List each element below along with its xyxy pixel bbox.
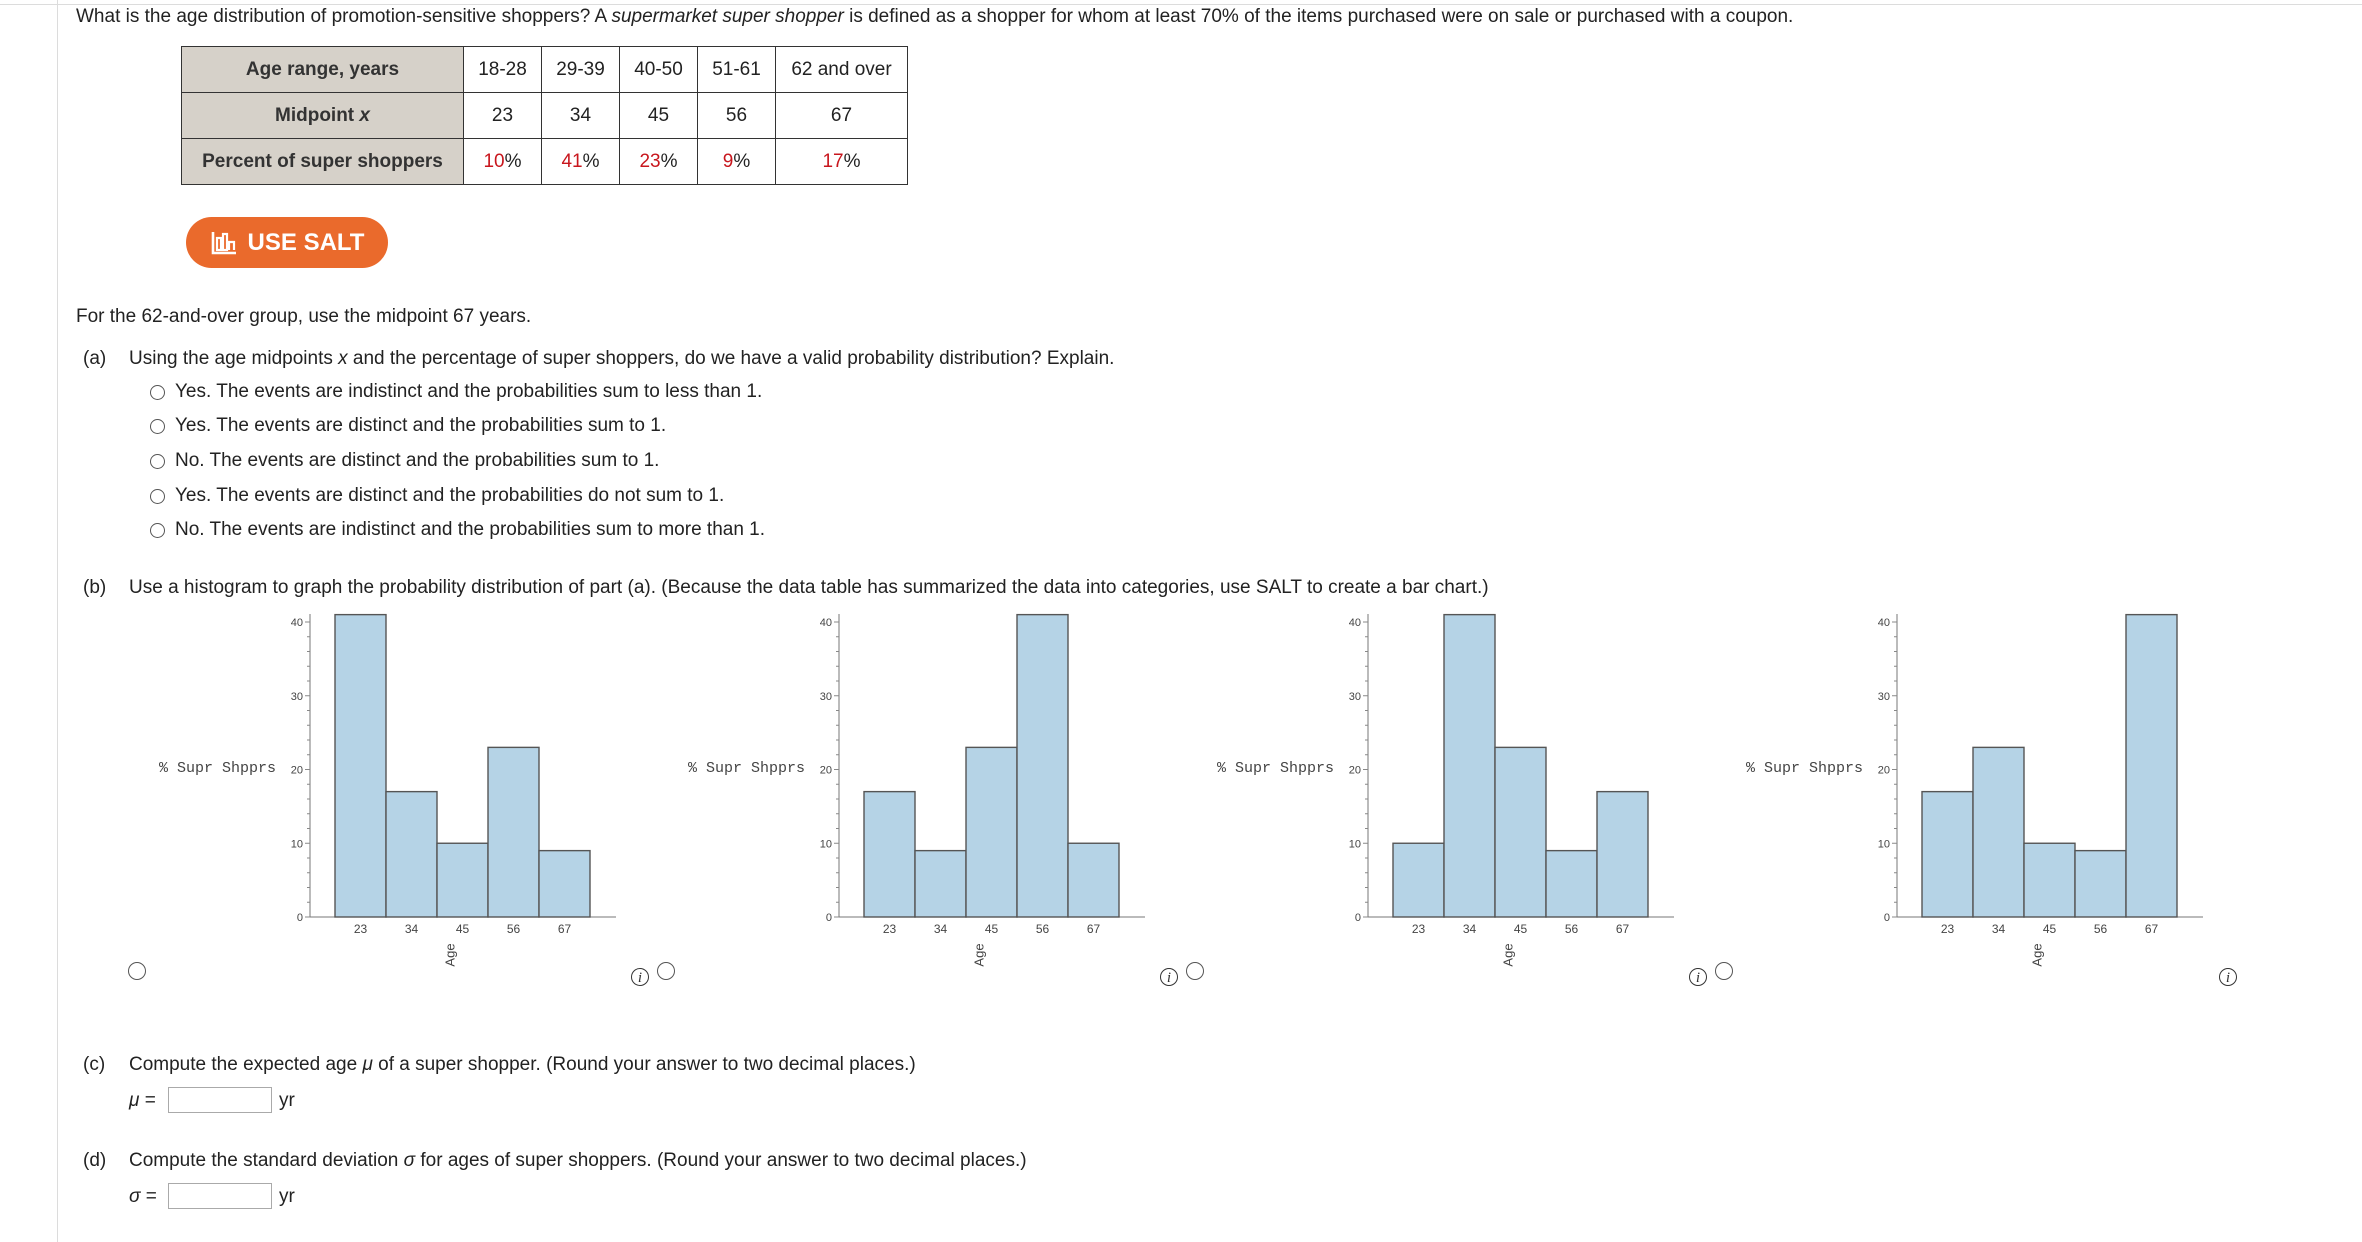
y-tick-label: 40 (819, 617, 832, 629)
table-cell (698, 139, 776, 185)
x-tick-label: 45 (2042, 922, 2057, 936)
option-label: Yes. The events are distinct and the probabilities sum to 1. (175, 415, 667, 436)
percent-value: 9 (722, 150, 734, 172)
sigma-answer-input[interactable] (168, 1183, 272, 1209)
variable-x: x (338, 348, 348, 369)
histogram-radio-2[interactable] (657, 962, 675, 980)
x-tick-label: 34 (933, 922, 948, 936)
question-text: of a super shopper. (Round your answer to two decimal places.) (372, 1054, 916, 1075)
mu-symbol: μ (129, 1090, 140, 1111)
option-label: No. The events are indistinct and the probabilities sum to more than 1. (175, 519, 766, 540)
x-tick-label: 67 (557, 922, 572, 936)
table-cell: 51-61 (698, 47, 776, 93)
x-tick-label: 56 (506, 922, 521, 936)
x-tick-label: 34 (1462, 922, 1477, 936)
y-tick-label: 10 (1877, 838, 1890, 851)
histogram-bar (539, 851, 590, 917)
part-a-question: Using the age midpoints x and the percentage of super shoppers, do we have a valid probability distribution? Explain. (129, 348, 1115, 369)
histogram-radio-4[interactable] (1715, 962, 1733, 980)
row-header-midpoint (182, 93, 464, 139)
option-label: No. The events are distinct and the probabilities sum to 1. (175, 450, 660, 471)
option-a4[interactable] (150, 485, 724, 507)
x-tick-label: 67 (1615, 922, 1630, 936)
histogram-option-1 (130, 610, 630, 990)
histogram-bar (915, 851, 966, 917)
part-b-label: (b) (83, 577, 107, 598)
x-tick-label: 67 (2144, 922, 2159, 936)
intro-term: supermarket super shopper (611, 6, 844, 27)
info-icon[interactable]: i (1160, 968, 1178, 986)
x-axis-label: Age (971, 943, 987, 967)
table-cell: 40-50 (620, 47, 698, 93)
radio-button[interactable] (150, 523, 165, 538)
percent-sign: % (504, 150, 522, 172)
part-b-question: Use a histogram to graph the probability distribution of part (a). (Because the data table has summarized the data into categories, use SALT to create a bar chart.) (129, 577, 1489, 598)
option-a5[interactable] (150, 519, 765, 541)
x-tick-label: 23 (353, 922, 368, 936)
table-cell (542, 139, 620, 185)
percent-sign: % (733, 150, 751, 172)
y-tick-label: 10 (819, 838, 832, 851)
table-cell: 34 (542, 93, 620, 139)
radio-button[interactable] (150, 419, 165, 434)
sigma-symbol: σ (403, 1150, 416, 1171)
y-tick-label: 40 (1877, 617, 1890, 629)
equals-sign: = (145, 1186, 157, 1207)
table-cell: 67 (776, 93, 908, 139)
mu-answer-input[interactable] (168, 1087, 272, 1113)
percent-value: 17 (822, 150, 844, 172)
x-tick-label: 23 (1411, 922, 1426, 936)
histogram-svg (130, 610, 630, 990)
y-tick-label: 20 (290, 764, 303, 777)
histogram-bar (488, 747, 539, 917)
option-a3[interactable] (150, 450, 659, 472)
intro-text-1: What is the age distribution of promotion-sensitive shoppers? A (76, 6, 612, 27)
mu-equals-label (129, 1090, 156, 1112)
histogram-svg (1188, 610, 1688, 990)
info-icon[interactable]: i (1689, 968, 1707, 986)
part-a-label: (a) (83, 348, 107, 369)
x-tick-label: 45 (455, 922, 470, 936)
histogram-bar (1922, 792, 1973, 917)
radio-button[interactable] (150, 385, 165, 400)
histogram-bar (1973, 747, 2024, 917)
table-cell: 62 and over (776, 47, 908, 93)
x-tick-label: 56 (1564, 922, 1579, 936)
histogram-bar (966, 747, 1017, 917)
histogram-radio-1[interactable] (128, 962, 146, 980)
histogram-svg (1717, 610, 2217, 990)
y-axis-label: % Supr Shpprs (1216, 760, 1334, 777)
y-tick-label: 30 (819, 690, 832, 703)
x-tick-label: 34 (1991, 922, 2006, 936)
question-text: Compute the expected age (129, 1054, 363, 1075)
part-c-question (129, 1054, 916, 1076)
y-axis-label: % Supr Shpprs (158, 760, 276, 777)
sigma-symbol: σ (129, 1186, 141, 1207)
x-axis-label: Age (1500, 943, 1516, 967)
problem-intro (76, 6, 1793, 28)
histogram-radio-3[interactable] (1186, 962, 1204, 980)
option-label: Yes. The events are distinct and the probabilities do not sum to 1. (175, 485, 725, 506)
midpoint-label: Midpoint x (275, 104, 370, 126)
y-tick-label: 10 (290, 838, 303, 851)
percent-value: 23 (639, 150, 661, 172)
x-tick-label: 45 (1513, 922, 1528, 936)
histogram-bar (1495, 747, 1546, 917)
table-cell: 29-39 (542, 47, 620, 93)
x-tick-label: 56 (2093, 922, 2108, 936)
histogram-bar (2075, 851, 2126, 917)
histogram-bar (1017, 615, 1068, 917)
part-c-label: (c) (83, 1054, 106, 1075)
y-tick-label: 0 (1354, 912, 1361, 924)
part-d-question (129, 1150, 1027, 1172)
info-icon[interactable]: i (631, 968, 649, 986)
y-axis-label: % Supr Shpprs (687, 760, 805, 777)
mu-unit: yr (279, 1090, 295, 1111)
y-tick-label: 40 (1348, 617, 1361, 629)
option-label: Yes. The events are indistinct and the probabilities sum to less than 1. (175, 381, 763, 402)
part-d-label: (d) (83, 1150, 107, 1171)
histogram-bar (864, 792, 915, 917)
x-tick-label: 23 (882, 922, 897, 936)
y-tick-label: 30 (1348, 690, 1361, 703)
table-cell: 23 (464, 93, 542, 139)
percent-value: 41 (561, 150, 583, 172)
histogram-bar (1393, 843, 1444, 917)
table-cell: 56 (698, 93, 776, 139)
left-margin-rule (57, 0, 58, 1242)
row-header-age-range: Age range, years (182, 47, 464, 93)
y-tick-label: 0 (1883, 912, 1890, 924)
sigma-unit: yr (279, 1186, 295, 1207)
histogram-bar (437, 843, 488, 917)
table-cell (776, 139, 908, 185)
table-cell (620, 139, 698, 185)
table-row (182, 47, 908, 93)
histogram-option-3 (1188, 610, 1688, 990)
table-cell: 45 (620, 93, 698, 139)
histogram-bar (1444, 615, 1495, 917)
intro-text-2: is defined as a shopper for whom at least 70% of the items purchased were on sale or purchased with a coupon. (843, 6, 1794, 27)
x-tick-label: 56 (1035, 922, 1050, 936)
midpoint-variable: x (359, 104, 370, 126)
salt-chart-icon (210, 230, 238, 256)
question-text: for ages of super shoppers. (Round your answer to two decimal places.) (415, 1150, 1027, 1171)
y-tick-label: 40 (290, 617, 303, 629)
table-cell: 18-28 (464, 47, 542, 93)
y-tick-label: 30 (290, 690, 303, 703)
y-tick-label: 0 (296, 912, 303, 924)
y-tick-label: 20 (1877, 764, 1890, 777)
midpoint-note: For the 62-and-over group, use the midpoint 67 years. (76, 306, 532, 327)
histogram-bar (1597, 792, 1648, 917)
percent-sign: % (582, 150, 600, 172)
row-header-percent: Percent of super shoppers (182, 139, 464, 185)
x-tick-label: 34 (404, 922, 419, 936)
radio-button[interactable] (150, 489, 165, 504)
percent-sign: % (660, 150, 678, 172)
histogram-bar (1546, 851, 1597, 917)
x-axis-label: Age (2029, 943, 2045, 967)
table-row (182, 93, 908, 139)
x-tick-label: 23 (1940, 922, 1955, 936)
sigma-equals-label (129, 1186, 157, 1208)
histogram-option-4 (1717, 610, 2217, 990)
histogram-bar (2126, 615, 2177, 917)
table-row (182, 139, 908, 185)
equals-sign: = (144, 1090, 156, 1111)
percent-value: 10 (483, 150, 505, 172)
top-divider (0, 4, 2362, 5)
y-tick-label: 20 (1348, 764, 1361, 777)
histogram-bar (2024, 843, 2075, 917)
option-a2[interactable] (150, 415, 666, 437)
info-icon[interactable]: i (2219, 968, 2237, 986)
histogram-option-2 (659, 610, 1159, 990)
y-axis-label: % Supr Shpprs (1745, 760, 1863, 777)
histogram-bar (335, 615, 386, 917)
x-tick-label: 45 (984, 922, 999, 936)
percent-sign: % (843, 150, 861, 172)
histogram-svg (659, 610, 1159, 990)
radio-button[interactable] (150, 454, 165, 469)
y-tick-label: 30 (1877, 690, 1890, 703)
x-tick-label: 67 (1086, 922, 1101, 936)
question-text: Compute the standard deviation (129, 1150, 404, 1171)
y-tick-label: 0 (825, 912, 832, 924)
use-salt-button[interactable] (186, 217, 388, 268)
histogram-bar (1068, 843, 1119, 917)
x-axis-label: Age (442, 943, 458, 967)
option-a1[interactable] (150, 381, 762, 403)
table-cell (464, 139, 542, 185)
mu-symbol: μ (362, 1054, 373, 1075)
y-tick-label: 20 (819, 764, 832, 777)
y-tick-label: 10 (1348, 838, 1361, 851)
histogram-bar (386, 792, 437, 917)
use-salt-label: USE SALT (247, 228, 365, 256)
age-distribution-table (181, 46, 908, 185)
